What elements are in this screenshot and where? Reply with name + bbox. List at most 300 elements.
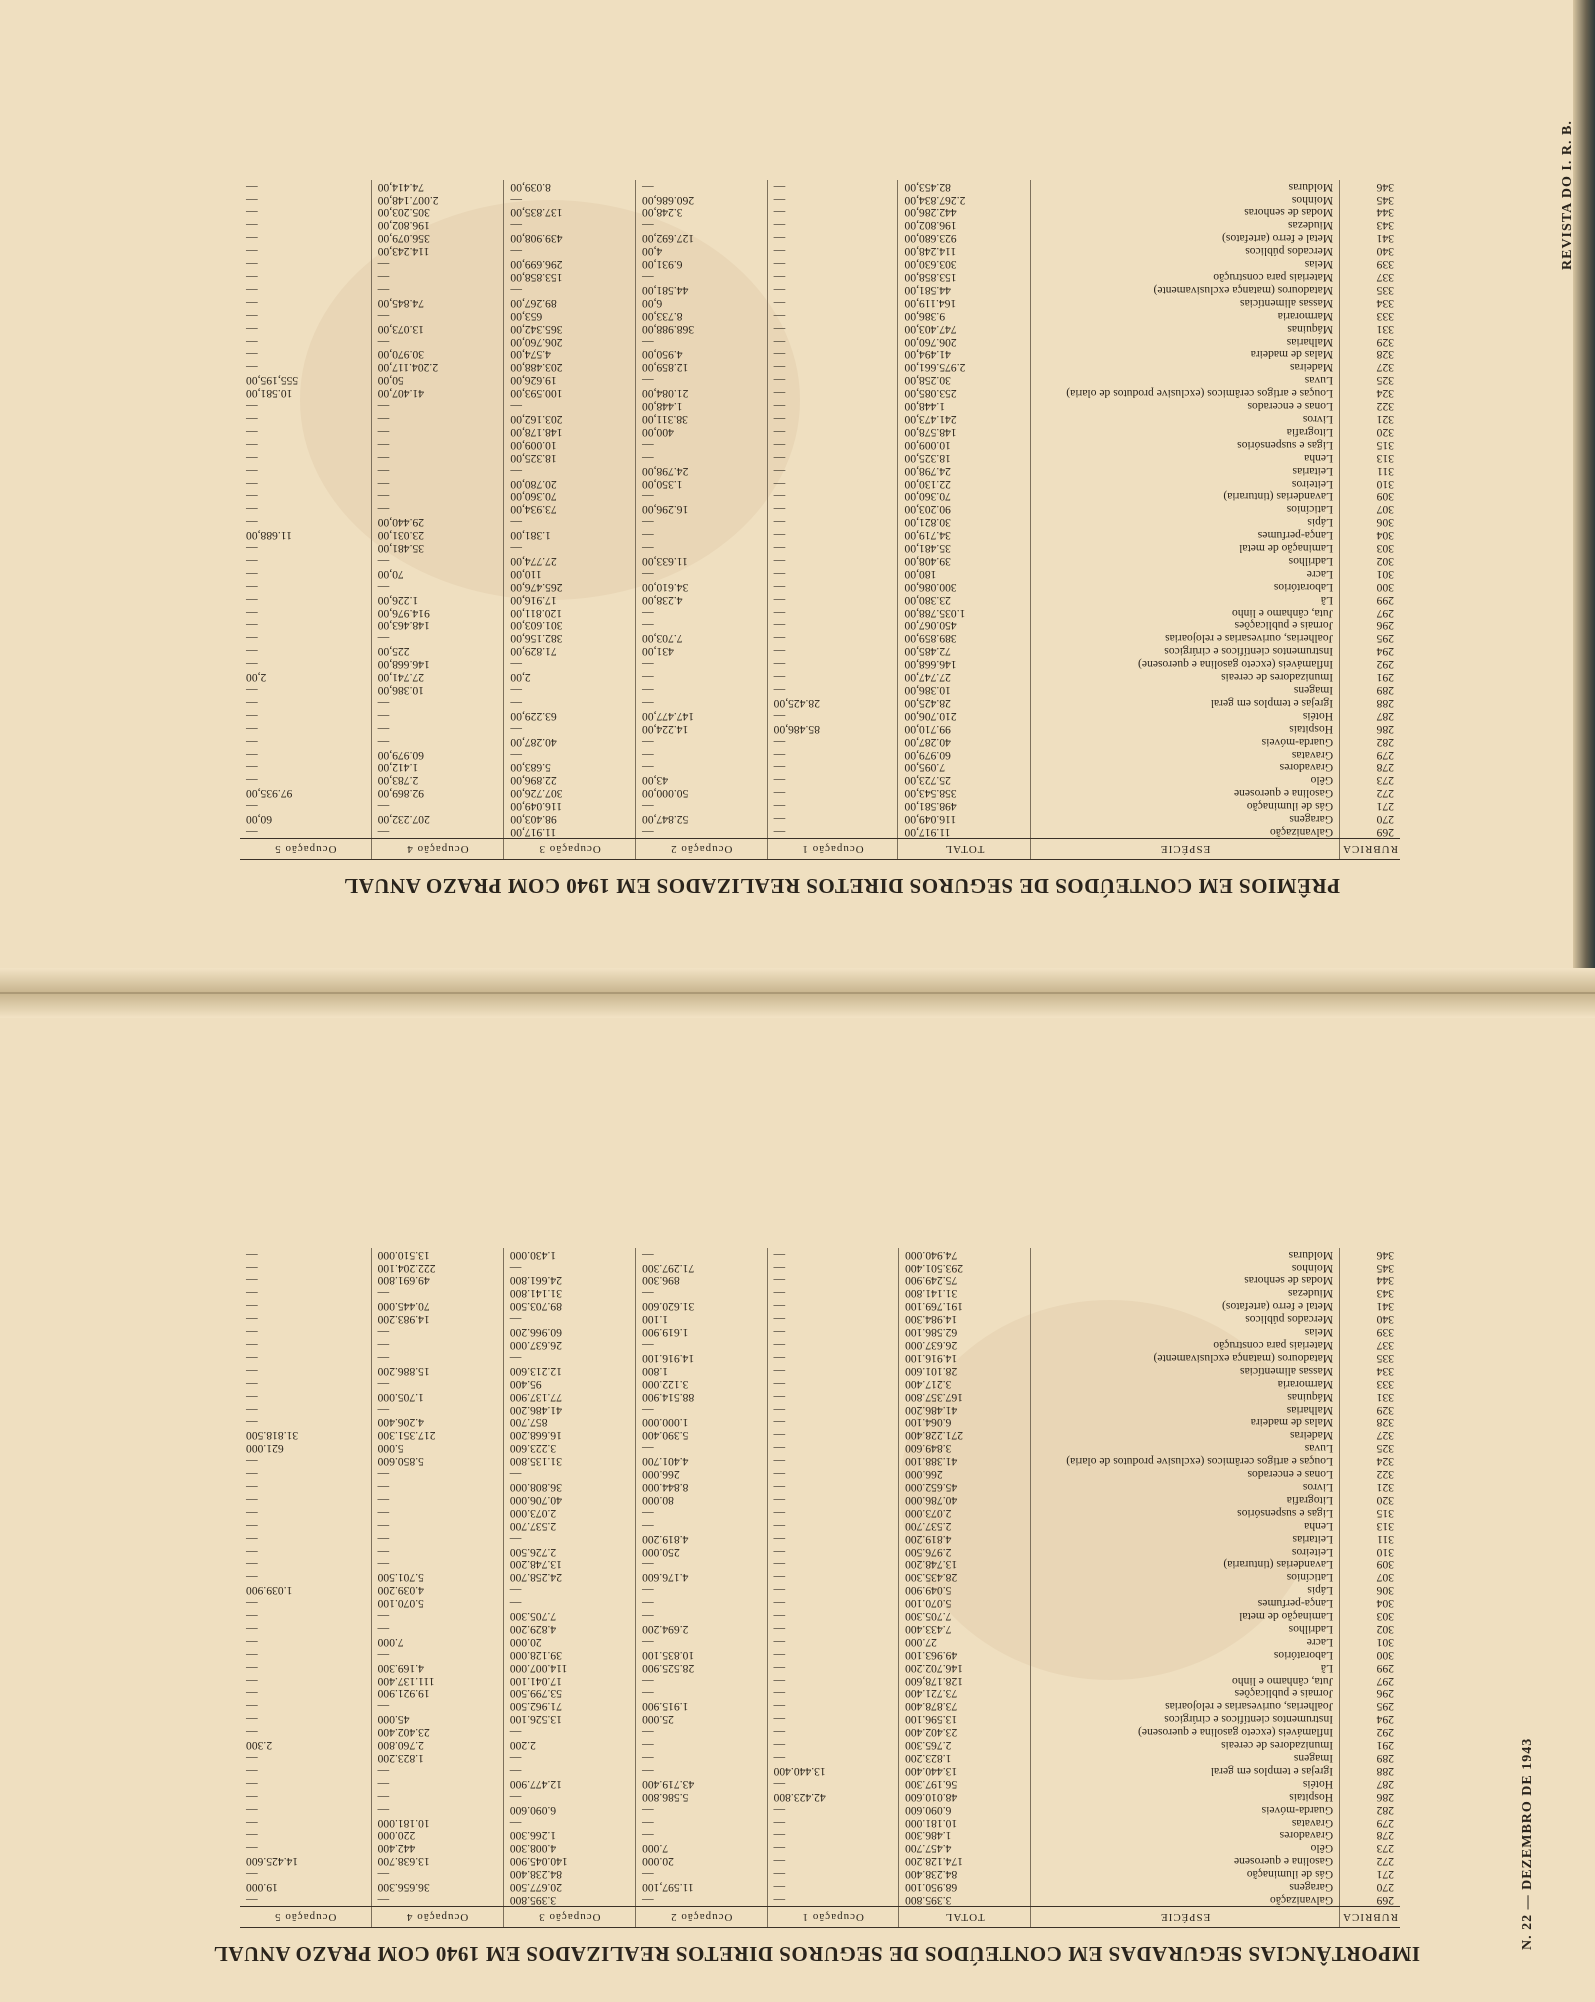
value-cell: 10.835.100 xyxy=(636,1648,768,1661)
table-row xyxy=(240,722,1400,735)
value-cell: — xyxy=(240,1596,371,1609)
value-cell: 8.733,00 xyxy=(635,309,767,322)
especie-cell: Materiais para construção xyxy=(1031,270,1340,283)
table-row xyxy=(240,619,1400,632)
rubrica-cell: 300 xyxy=(1376,1648,1394,1662)
value-cell: 40.706.000 xyxy=(503,1493,635,1506)
rubrica-cell: 340 xyxy=(1376,245,1394,259)
value-cell: — xyxy=(503,1467,635,1480)
value-cell: — xyxy=(636,1583,768,1596)
value-cell: — xyxy=(767,670,898,683)
table-row xyxy=(240,1622,1400,1635)
rubrica-cell: 271 xyxy=(1376,1868,1394,1882)
rubrica-cell: 304 xyxy=(1376,1597,1394,1611)
value-cell: 253.085,00 xyxy=(898,386,1031,399)
value-cell: 1.430.000 xyxy=(503,1248,635,1261)
value-cell: 97.935,00 xyxy=(240,786,371,799)
rubrica-cell: 301 xyxy=(1376,567,1394,581)
value-cell: — xyxy=(371,309,504,322)
value-cell: — xyxy=(240,1661,371,1674)
value-cell: — xyxy=(371,1609,503,1622)
value-cell: — xyxy=(240,1506,371,1519)
value-cell: 9.386,00 xyxy=(898,309,1031,322)
value-cell: — xyxy=(767,464,898,477)
value-cell: — xyxy=(240,1467,371,1480)
value-cell: — xyxy=(371,722,504,735)
value-cell: 114.007.000 xyxy=(503,1661,635,1674)
value-cell: — xyxy=(636,1738,768,1751)
value-cell: 18.325,00 xyxy=(504,451,636,464)
value-cell: — xyxy=(371,1532,503,1545)
value-cell: — xyxy=(503,1816,635,1829)
value-cell: 1.350,00 xyxy=(635,477,767,490)
value-cell: — xyxy=(240,1841,371,1854)
value-cell: 53.799.500 xyxy=(503,1687,635,1700)
rubrica-cell: 333 xyxy=(1376,309,1394,323)
value-cell: — xyxy=(240,1364,371,1377)
value-cell: 13.510.000 xyxy=(371,1248,503,1261)
value-cell: — xyxy=(371,412,504,425)
table-row xyxy=(240,709,1400,722)
rubrica-cell: 311 xyxy=(1377,464,1394,478)
value-cell: — xyxy=(635,825,767,838)
especie-cell: Meias xyxy=(1031,257,1340,270)
value-cell: 305.203,00 xyxy=(371,206,504,219)
running-head: N. 22 — DEZEMBRO DE 1943 xyxy=(1520,1737,1535,1950)
value-cell: — xyxy=(635,735,767,748)
value-cell: — xyxy=(767,1274,899,1287)
rubrica-cell: 341 xyxy=(1376,232,1394,246)
value-cell: 3.223.600 xyxy=(503,1441,635,1454)
value-cell: 82.453,00 xyxy=(898,180,1031,193)
value-cell: 17.041.100 xyxy=(503,1674,635,1687)
rubrica-cell: 333 xyxy=(1376,1377,1394,1391)
table-row xyxy=(240,464,1400,477)
value-cell: 498.581,00 xyxy=(898,799,1031,812)
value-cell: 1.486.300 xyxy=(899,1829,1031,1842)
table-row xyxy=(240,683,1400,696)
table-row xyxy=(240,1287,1400,1300)
value-cell: — xyxy=(240,1751,371,1764)
value-cell: 7.705.300 xyxy=(899,1609,1031,1622)
value-cell: — xyxy=(636,1441,768,1454)
value-cell: — xyxy=(767,1816,899,1829)
value-cell: 60.979,00 xyxy=(371,748,504,761)
value-cell: 389.859,00 xyxy=(898,632,1031,645)
value-cell: 80.000 xyxy=(636,1493,768,1506)
value-cell: — xyxy=(503,1351,635,1364)
value-cell: — xyxy=(767,244,898,257)
value-cell: — xyxy=(240,1635,371,1648)
rubrica-cell: 311 xyxy=(1377,1532,1394,1546)
value-cell: — xyxy=(767,180,898,193)
rubrica-cell: 299 xyxy=(1376,593,1394,607)
value-cell: — xyxy=(240,515,371,528)
value-cell: — xyxy=(767,1377,899,1390)
value-cell: — xyxy=(240,231,371,244)
value-cell: 49.691.800 xyxy=(371,1274,503,1287)
value-cell: 1.035.788,00 xyxy=(898,606,1031,619)
especie-cell: Metal e ferro (artefatos) xyxy=(1031,231,1340,244)
value-cell: 303.630,00 xyxy=(898,257,1031,270)
value-cell: — xyxy=(371,1338,503,1351)
value-cell: 5.000 xyxy=(371,1441,503,1454)
value-cell: — xyxy=(767,1364,899,1377)
value-cell: 95.400 xyxy=(503,1377,635,1390)
value-cell: 68.950.100 xyxy=(899,1880,1031,1893)
value-cell: 7.000 xyxy=(636,1841,768,1854)
value-cell: — xyxy=(371,1700,503,1713)
table-row xyxy=(240,502,1400,515)
value-cell: 92.869,00 xyxy=(371,786,504,799)
value-cell: 28.435.300 xyxy=(899,1570,1031,1583)
value-cell: 20.780,00 xyxy=(504,477,636,490)
table-row xyxy=(240,244,1400,257)
value-cell: 35.481,00 xyxy=(898,541,1031,554)
especie-cell: Lonas e encerados xyxy=(1031,399,1340,412)
table-row xyxy=(240,567,1400,580)
value-cell: — xyxy=(503,1725,635,1738)
table-row xyxy=(240,773,1400,786)
rubrica-cell: 302 xyxy=(1376,1622,1394,1636)
table-row xyxy=(240,1274,1400,1287)
value-cell: 128.178,600 xyxy=(899,1674,1031,1687)
value-cell: — xyxy=(767,1570,899,1583)
table-row xyxy=(240,1661,1400,1674)
rubrica-cell: 296 xyxy=(1376,1687,1394,1701)
value-cell: 5.701.500 xyxy=(371,1570,503,1583)
rubrica-cell: 278 xyxy=(1376,1829,1394,1843)
especie-cell: Gasolina e querosene xyxy=(1031,1854,1340,1867)
rubrica-cell: 328 xyxy=(1376,348,1394,362)
value-cell: 49.963.100 xyxy=(899,1648,1031,1661)
especie-cell: Gêlo xyxy=(1031,1841,1340,1854)
value-cell: — xyxy=(240,270,371,283)
rubrica-cell: 300 xyxy=(1376,580,1394,594)
value-cell: — xyxy=(240,606,371,619)
especie-cell: Moinhos xyxy=(1031,1261,1340,1274)
value-cell: — xyxy=(504,722,636,735)
value-cell: 90.203,00 xyxy=(898,502,1031,515)
value-cell: — xyxy=(240,541,371,554)
value-cell: 74.940.000 xyxy=(899,1248,1031,1261)
especie-cell: Leiteiros xyxy=(1031,477,1340,490)
value-cell: — xyxy=(240,1712,371,1725)
rubrica-cell: 291 xyxy=(1376,671,1394,685)
rubrica-cell: 343 xyxy=(1376,219,1394,233)
table-row xyxy=(240,309,1400,322)
value-cell: — xyxy=(635,219,767,232)
value-cell: 23.402.400 xyxy=(371,1725,503,1738)
column-header: Ocupação 3 xyxy=(504,839,636,860)
value-cell: 148.578,00 xyxy=(898,425,1031,438)
value-cell: — xyxy=(371,490,504,503)
value-cell: — xyxy=(371,1403,503,1416)
value-cell: 13.073,00 xyxy=(371,322,504,335)
value-cell: 98.403,00 xyxy=(504,812,636,825)
value-cell: — xyxy=(240,1261,371,1274)
especie-cell: Imagens xyxy=(1031,683,1340,696)
value-cell: — xyxy=(767,1325,899,1338)
value-cell: 2.267.834,00 xyxy=(898,193,1031,206)
value-cell: — xyxy=(371,735,504,748)
table-row xyxy=(240,1532,1400,1545)
value-cell: — xyxy=(767,773,898,786)
value-cell: — xyxy=(240,438,371,451)
especie-cell: Louças e artigos cerâmicos (exclusive produtos de olaria) xyxy=(1031,386,1340,399)
value-cell: 4.819.200 xyxy=(899,1532,1031,1545)
value-cell: — xyxy=(767,1635,899,1648)
value-cell: 2.537.700 xyxy=(899,1519,1031,1532)
value-cell: 164.119,00 xyxy=(898,296,1031,309)
value-cell: 14.425.600 xyxy=(240,1854,371,1867)
value-cell: — xyxy=(240,722,371,735)
value-cell: 31.135.800 xyxy=(503,1454,635,1467)
value-cell: 1.448,00 xyxy=(635,399,767,412)
value-cell: 2.726.500 xyxy=(503,1545,635,1558)
value-cell: 26.637.000 xyxy=(503,1338,635,1351)
value-cell: 11.597,100 xyxy=(636,1880,768,1893)
value-cell: — xyxy=(767,1403,899,1416)
especie-cell: Ligas e suspensórios xyxy=(1031,1506,1340,1519)
value-cell: — xyxy=(240,348,371,361)
value-cell: — xyxy=(371,257,504,270)
value-cell: 857.700 xyxy=(503,1416,635,1429)
rubrica-cell: 313 xyxy=(1376,1519,1394,1533)
value-cell: 2.300 xyxy=(240,1738,371,1751)
value-cell: — xyxy=(767,1351,899,1364)
value-cell: 31.141.800 xyxy=(503,1287,635,1300)
value-cell: — xyxy=(240,554,371,567)
value-cell: — xyxy=(767,1519,899,1532)
table-row xyxy=(240,1635,1400,1648)
value-cell: — xyxy=(636,1287,768,1300)
column-header: TOTAL xyxy=(899,1907,1031,1928)
especie-cell: Galvanização xyxy=(1031,1893,1340,1906)
rubrica-cell: 270 xyxy=(1376,1881,1394,1895)
value-cell: — xyxy=(503,1751,635,1764)
value-cell: 88.514.900 xyxy=(636,1390,768,1403)
value-cell: 13.526.100 xyxy=(503,1712,635,1725)
page-importancias xyxy=(0,1030,1560,1990)
value-cell: 70,00 xyxy=(371,567,504,580)
column-header: Ocupação 4 xyxy=(371,1907,503,1928)
rubrica-cell: 335 xyxy=(1376,1351,1394,1365)
value-cell: — xyxy=(767,1751,899,1764)
value-cell: — xyxy=(240,1532,371,1545)
value-cell: — xyxy=(636,1609,768,1622)
value-cell: 15.886.200 xyxy=(371,1364,503,1377)
rubrica-cell: 335 xyxy=(1376,283,1394,297)
especie-cell: Lonas e encerados xyxy=(1031,1467,1340,1480)
rubrica-cell: 327 xyxy=(1376,361,1394,375)
value-cell: 19.921.900 xyxy=(371,1687,503,1700)
especie-cell: Instrumentos científicos e cirúrgicos xyxy=(1031,644,1340,657)
value-cell: — xyxy=(767,515,898,528)
value-cell: 203.162,00 xyxy=(504,412,636,425)
value-cell: — xyxy=(240,1622,371,1635)
value-cell: 2,00 xyxy=(504,670,636,683)
value-cell: — xyxy=(767,438,898,451)
value-cell: — xyxy=(240,773,371,786)
rubrica-cell: 296 xyxy=(1376,619,1394,633)
especie-cell: Galvanização xyxy=(1031,825,1340,838)
especie-cell: Livros xyxy=(1031,412,1340,425)
value-cell: 6.090.600 xyxy=(899,1803,1031,1816)
value-cell: — xyxy=(240,1480,371,1493)
table-row xyxy=(240,593,1400,606)
value-cell: — xyxy=(636,1867,768,1880)
rubrica-cell: 304 xyxy=(1376,529,1394,543)
value-cell: — xyxy=(767,1648,899,1661)
value-cell: — xyxy=(240,244,371,257)
value-cell: 29.440,00 xyxy=(371,515,504,528)
rubrica-cell: 329 xyxy=(1376,335,1394,349)
value-cell: — xyxy=(767,1261,899,1274)
value-cell: — xyxy=(371,399,504,412)
value-cell: 1.039.900 xyxy=(240,1583,371,1596)
especie-cell: Ligas e suspensórios xyxy=(1031,438,1340,451)
value-cell: 7.703,00 xyxy=(635,632,767,645)
value-cell: — xyxy=(767,322,898,335)
value-cell: — xyxy=(767,1558,899,1571)
especie-cell: Máquinas xyxy=(1031,1390,1340,1403)
value-cell: — xyxy=(635,683,767,696)
value-cell: 10.386,00 xyxy=(371,683,504,696)
value-cell: 450.067,00 xyxy=(898,619,1031,632)
value-cell: — xyxy=(371,825,504,838)
table-row xyxy=(240,696,1400,709)
value-cell: — xyxy=(240,180,371,193)
value-cell: 20.000 xyxy=(636,1854,768,1867)
value-cell: — xyxy=(767,644,898,657)
value-cell: 10.009,00 xyxy=(504,438,636,451)
value-cell: — xyxy=(767,1506,899,1519)
value-cell: — xyxy=(767,1829,899,1842)
column-header: ESPÉCIE xyxy=(1031,839,1340,860)
especie-cell: Garagens xyxy=(1031,1880,1340,1893)
value-cell: 114.243,00 xyxy=(371,244,504,257)
value-cell: — xyxy=(371,1893,503,1906)
table-row xyxy=(240,761,1400,774)
especie-cell: Molduras xyxy=(1031,180,1340,193)
value-cell: 111.137.400 xyxy=(371,1674,503,1687)
rubrica-cell: 273 xyxy=(1376,1842,1394,1856)
especie-cell: Moinhos xyxy=(1031,193,1340,206)
value-cell: — xyxy=(635,541,767,554)
especie-cell: Gêlo xyxy=(1031,773,1340,786)
table-row xyxy=(240,1390,1400,1403)
especie-cell: Louças e artigos cerâmicos (exclusive produtos de olaria) xyxy=(1031,1454,1340,1467)
table-row xyxy=(240,632,1400,645)
value-cell: 24.258.700 xyxy=(503,1570,635,1583)
value-cell: — xyxy=(767,206,898,219)
especie-cell: Leiteiros xyxy=(1031,1545,1340,1558)
value-cell: 4.169.300 xyxy=(371,1661,503,1674)
rubrica-cell: 334 xyxy=(1376,296,1394,310)
value-cell: 28.425,00 xyxy=(767,696,898,709)
rubrica-cell: 295 xyxy=(1376,632,1394,646)
value-cell: 4.238,00 xyxy=(635,593,767,606)
value-cell: — xyxy=(240,1725,371,1738)
rubrica-cell: 301 xyxy=(1376,1635,1394,1649)
value-cell: 11.688,00 xyxy=(240,528,371,541)
value-cell: 35.481,00 xyxy=(371,541,504,554)
value-cell: — xyxy=(636,1248,768,1261)
value-cell: 70.445.000 xyxy=(371,1299,503,1312)
value-cell: 365.342,00 xyxy=(504,322,636,335)
especie-cell: Laminação de metal xyxy=(1031,1609,1340,1622)
value-cell: — xyxy=(240,593,371,606)
value-cell: — xyxy=(371,1867,503,1880)
rubrica-cell: 286 xyxy=(1376,1790,1394,1804)
value-cell: — xyxy=(767,786,898,799)
value-cell: — xyxy=(767,1583,899,1596)
value-cell: 52.847,00 xyxy=(635,812,767,825)
value-cell: — xyxy=(240,490,371,503)
table-body xyxy=(240,180,1400,839)
value-cell: — xyxy=(636,1403,768,1416)
value-cell: 31.141.800 xyxy=(899,1287,1031,1300)
value-cell: — xyxy=(240,1764,371,1777)
value-cell: 43.719.400 xyxy=(636,1777,768,1790)
rubrica-cell: 269 xyxy=(1376,1894,1394,1907)
value-cell: — xyxy=(636,1803,768,1816)
especie-cell: Lenha xyxy=(1031,1519,1340,1532)
value-cell: 7.705.300 xyxy=(503,1609,635,1622)
value-cell: 21.084,00 xyxy=(635,386,767,399)
value-cell: — xyxy=(240,399,371,412)
value-cell: — xyxy=(503,1532,635,1545)
rubrica-cell: 278 xyxy=(1376,761,1394,775)
value-cell: 5.049.900 xyxy=(899,1583,1031,1596)
value-cell: 27.741,00 xyxy=(371,670,504,683)
value-cell: 356.079,00 xyxy=(371,231,504,244)
value-cell: — xyxy=(240,761,371,774)
rubrica-cell: 303 xyxy=(1376,542,1394,556)
table-row xyxy=(240,438,1400,451)
value-cell: — xyxy=(240,1454,371,1467)
value-cell: — xyxy=(240,1867,371,1880)
especie-cell: Instrumentos científicos e cirúrgicos xyxy=(1031,1712,1340,1725)
value-cell: 42.423.800 xyxy=(767,1790,899,1803)
table-row xyxy=(240,1351,1400,1364)
value-cell: — xyxy=(240,1519,371,1532)
value-cell: 50,00 xyxy=(371,373,504,386)
rubrica-cell: 340 xyxy=(1376,1313,1394,1327)
especie-cell: Lã xyxy=(1031,593,1340,606)
table-row xyxy=(240,1248,1400,1261)
value-cell: — xyxy=(635,748,767,761)
value-cell: — xyxy=(240,1390,371,1403)
value-cell: — xyxy=(767,219,898,232)
value-cell: — xyxy=(635,490,767,503)
rubrica-cell: 303 xyxy=(1376,1610,1394,1624)
especie-cell: Molduras xyxy=(1031,1248,1340,1261)
value-cell: 13.748.200 xyxy=(503,1558,635,1571)
value-cell: 14.983.200 xyxy=(371,1312,503,1325)
column-header: Ocupação 4 xyxy=(371,839,504,860)
table-row xyxy=(240,1364,1400,1377)
value-cell: — xyxy=(371,1287,503,1300)
especie-cell: Gravadores xyxy=(1031,1829,1340,1842)
value-cell: — xyxy=(240,580,371,593)
value-cell: 1.448,00 xyxy=(898,399,1031,412)
value-cell: — xyxy=(240,825,371,838)
value-cell: 14.916.100 xyxy=(636,1351,768,1364)
value-cell: 4,00 xyxy=(635,244,767,257)
value-cell: — xyxy=(767,1596,899,1609)
